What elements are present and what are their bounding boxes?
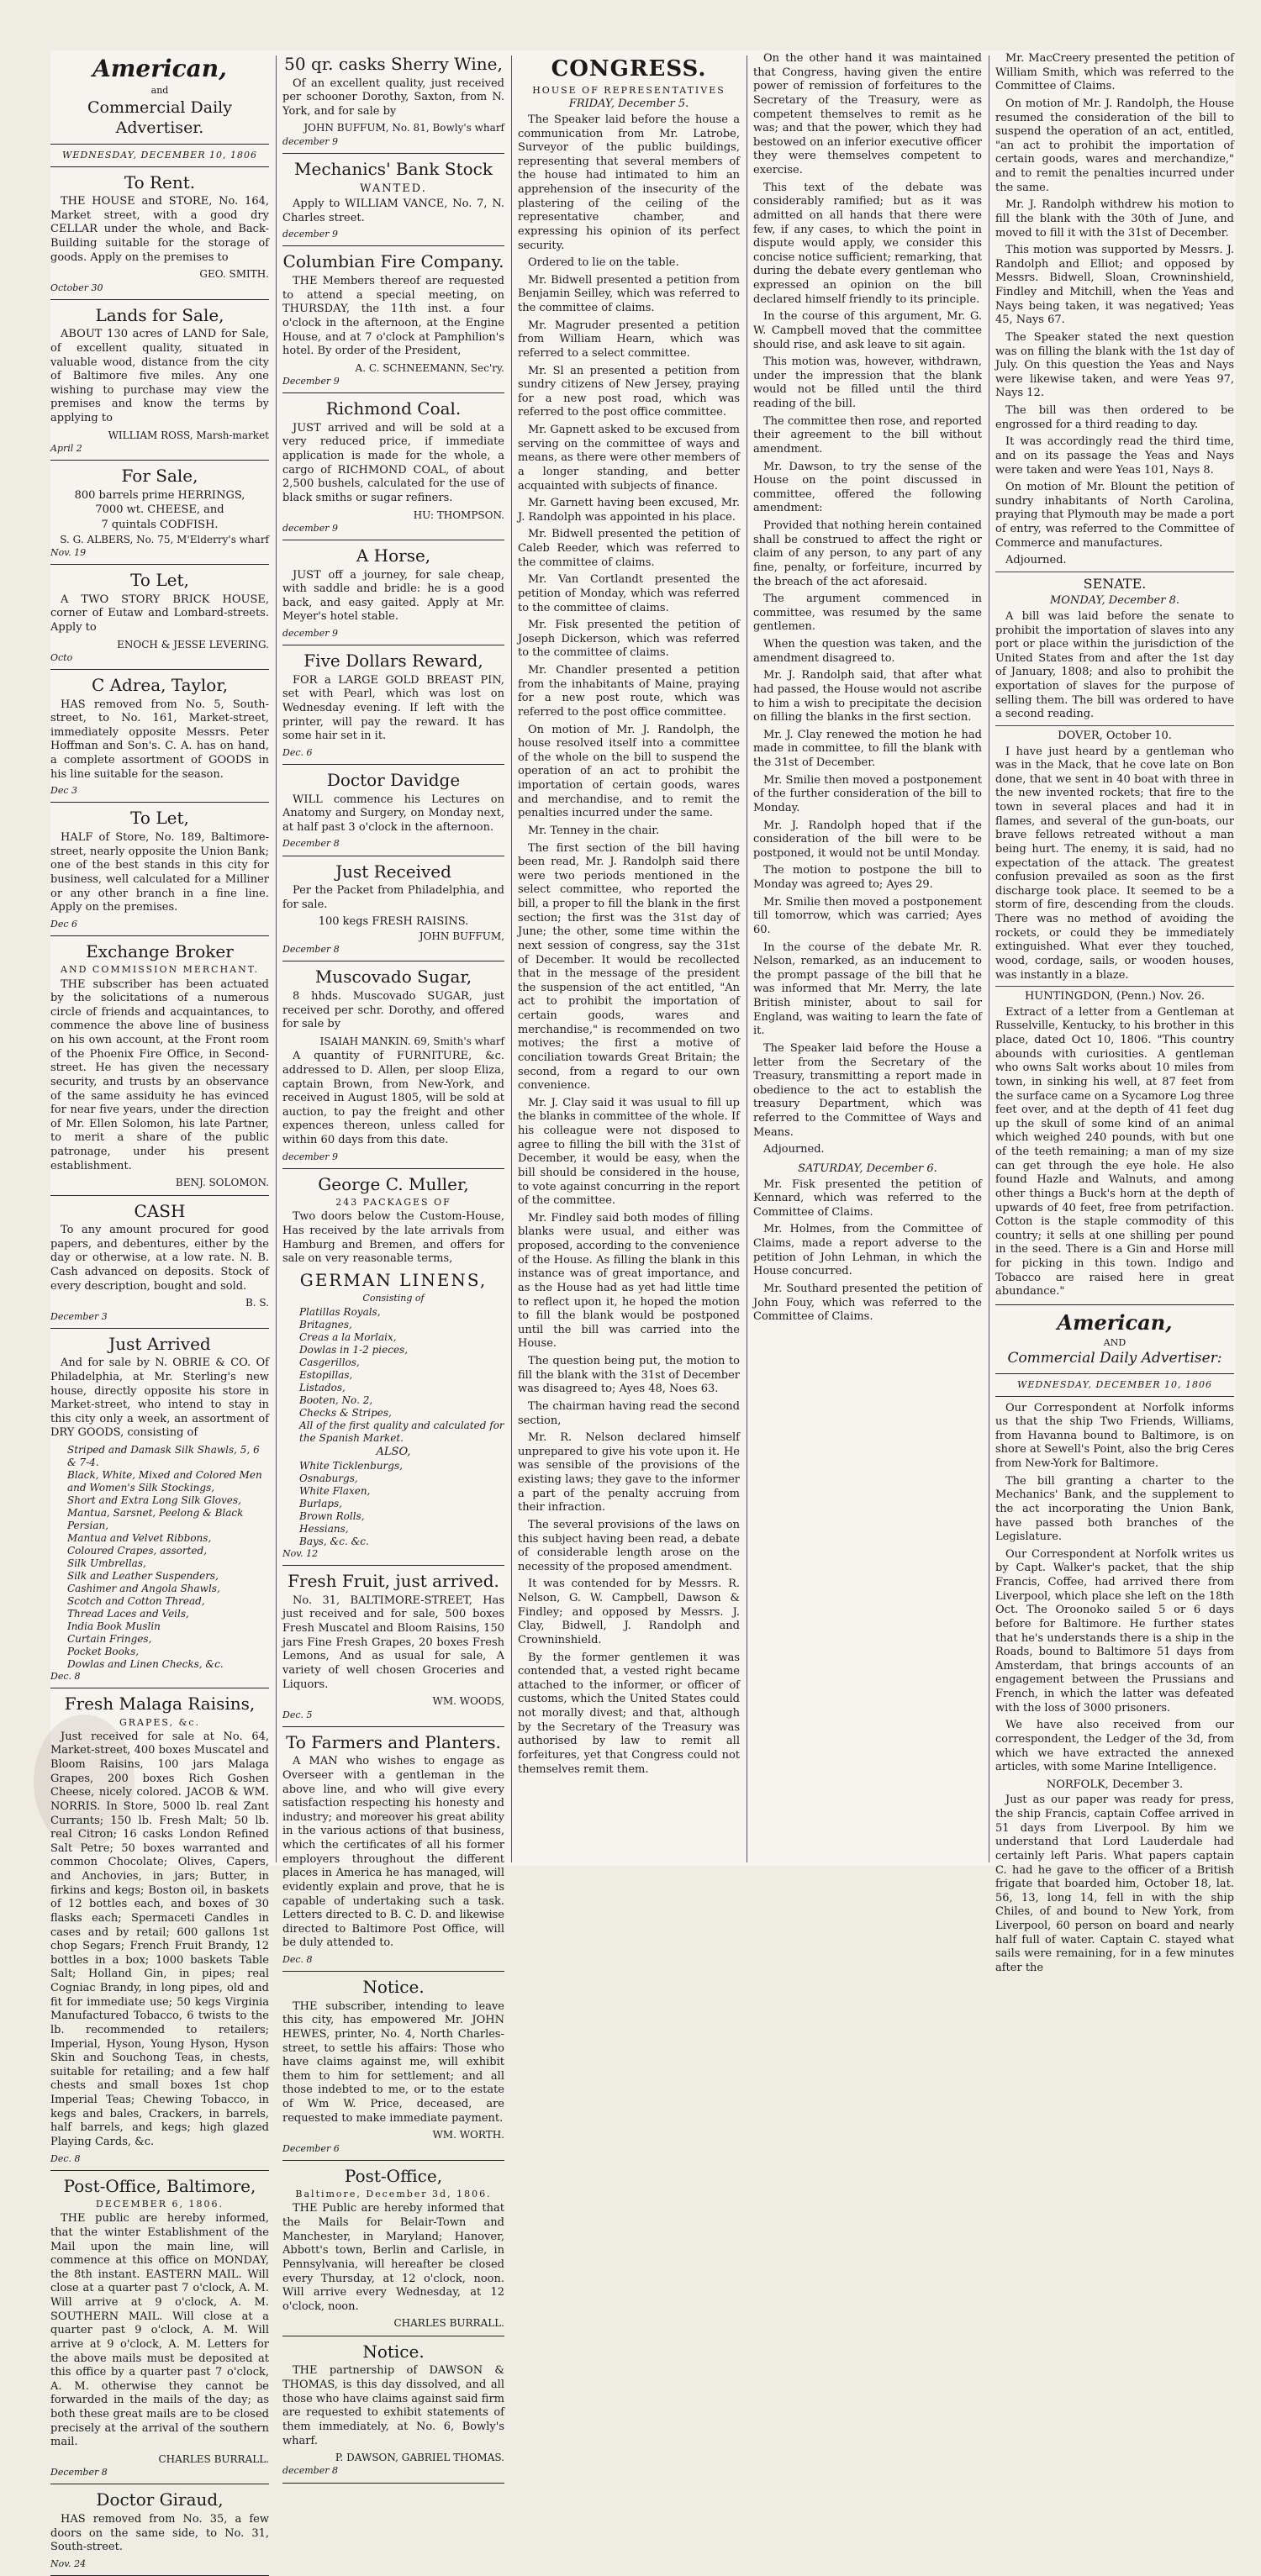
advertisement (282, 770, 504, 856)
ad-date: december 8 (282, 2465, 338, 2477)
ad-body: Apply to WILLIAM VANCE, No. 7, N. Charles street. (282, 198, 504, 224)
paragraph: Our Correspondent at Norfolk informs us that the ship Two Friends, Williams, from Havanna bound to Baltimore, is on shore at Sewell's Point, also the brig Ceres from New-York for Baltimore. (995, 1401, 1234, 1471)
paragraph: By the former gentlemen it was contended that, a vested right became attached to the informer, or officer of customs, which the United States could not morally divest; and that, although by the Secretary of the Treasury was authorised by law to remit all forfeitures, yet that Congress could not themselves remit them. (518, 1651, 740, 1776)
advertisement (50, 2176, 269, 2485)
paragraph: Adjourned. (1005, 554, 1067, 567)
ad-list-item: Mantua and Velvet Ribbons, (67, 1532, 212, 1545)
paragraph: In the course of the debate Mr. R. Nelson, remarked, as an inducement to the prompt passage of the bill that he was informed that Mr. Merry, the late British minister, about to sail for England, was waiting to learn the fate of it. (753, 940, 982, 1038)
ad-list-item: Striped and Damask Silk Shawls, 5, 6 & 7-4. (67, 1444, 260, 1469)
paragraph: We have also received from our correspondent, the Ledger of the 3d, from which we have extracted the annexed articles, with some Marine Intelligence. (995, 1719, 1234, 1774)
advertisement (50, 675, 269, 803)
masthead (50, 54, 269, 167)
divider (282, 392, 504, 393)
ad-signer: ISAIAH MANKIN. 69, Smith's wharf (319, 1035, 504, 1047)
column-4 (753, 50, 982, 1866)
ad-heading: Notice. (362, 1977, 425, 1998)
ad-heading: To Farmers and Planters. (286, 1731, 501, 1752)
saturday-dateline: SATURDAY, December 6. (798, 1162, 937, 1175)
paragraph: Provided that nothing herein contained shall be construed to affect the right or claim of any person, to any part of any fine, penalty, or forfeiture, incurred by the breach of the act aforesaid. (753, 519, 982, 588)
paragraph: Our Correspondent at Norfolk writes us by Capt. Walker's packet, that the ship Francis, Coffee, had arrived there from Liverpool, which place she left on the 18th Oct. The Oroonoko sailed 5 or 6 days before for Baltimore. He further states that he's understands there is a ship in the Roads, bound to Baltimore 51 days from Amsterdam, that brings accounts of an engagement between the Prussians and French, in which the latter was defeated with the loss of 3000 prisoners. (995, 1547, 1234, 1715)
paragraph: This motion was, however, withdrawn, under the impression that the blank would not be filled until the third reading of the bill. (753, 356, 982, 410)
paragraph: Mr. Tenney in the chair. (528, 824, 660, 837)
paragraph: On the other hand it was maintained that Congress, having given the entire power of remission of forfeitures to the Secretary of the Treasury, were as competent themselves to remit as he was; and that the power, which they had bestowed on an inferior executive officer they were themselves competent to exercise. (753, 52, 982, 176)
ad-subheading: Baltimore, December 3d, 1806. (295, 2189, 492, 2200)
paragraph: Mr. Smilie then moved a postponement of the further consideration of the bill to Monday. (753, 773, 982, 814)
ad-body: A TWO STORY BRICK HOUSE, corner of Eutaw and Lombard-streets. Apply to (50, 593, 269, 634)
advertisement (282, 651, 504, 765)
advertisement (282, 159, 504, 247)
paragraph: This text of the debate was considerably ramified; but as it was admitted on all hands that there were few, if any cases, to which the point in dispute would apply, we consider this concise notice sufficient; remarking, that during the debate every gentleman who expressed an opinion on the bill declared himself friendly to its principle. (753, 181, 982, 306)
ad-list-item: Thread Laces and Veils, (67, 1608, 189, 1620)
advertisement (282, 2342, 504, 2484)
senate-heading: SENATE. (1083, 575, 1147, 592)
advertisement (282, 967, 504, 1168)
ad-body: THE Public are hereby informed that the Mails for Belair-Town and Manchester, in Maryland; Hanover, Abbott's town, Berlin and Carlisle, in Pennsylvania, will hereafter be closed every Thursday, at 12 o'clock, noon. Will arrive every Wednesday, at 12 o'clock, noon. (282, 2202, 504, 2313)
column-5 (995, 50, 1234, 1974)
masthead-subtitle: Commercial Daily Advertiser: (1007, 1349, 1222, 1367)
ad-heading: For Sale, (121, 466, 198, 487)
ad-signer: S. G. ALBERS, No. 75, M'Elderry's wharf (60, 533, 269, 545)
paragraph: Mr. Holmes, from the Committee of Claims, made a report adverse to the petition of John Lehman, in which the House concurred. (753, 1223, 982, 1278)
paragraph: Mr. Southard presented the petition of John Fouy, which was referred to the Committee of Claims. (753, 1282, 982, 1324)
advertisement (50, 172, 269, 300)
paragraph: This motion was supported by Messrs. J. Randolph and Elliot; and opposed by Messrs. Bidwell, Sloan, Crowninshield, Findley and Mitchill, when the Yeas and Nays being taken, it was negatived; Yeas 45, Nays 67. (995, 244, 1234, 327)
masthead-and: and (150, 84, 169, 96)
ad-list-item: Cashimer and Angola Shawls, (67, 1583, 220, 1595)
norfolk-dateline: NORFOLK, December 3. (1046, 1778, 1184, 1791)
ad-list-item: Estopillas, (299, 1368, 353, 1381)
ad-body: And for sale by N. OBRIE & CO. Of Philadelphia, at Mr. Sterling's new house, directly opposite his store in Market-street, who intend to stay in this city only a week, an assortment of DRY GOODS, consisting of (50, 1356, 269, 1440)
ad-date: Nov. 24 (50, 2558, 87, 2569)
ad-body: To any amount procured for good papers, and debentures, either by the day or otherwise, at a low rate. N. B. Cash advanced on deposits. Stock of every description, bought and sold. (50, 1224, 269, 1293)
ad-body: HAS removed from No. 35, a few doors on the same side, to No. 31, South-street. (50, 2513, 269, 2554)
masthead-and: AND (1103, 1336, 1126, 1348)
ad-date: December 3 (50, 1310, 108, 1322)
ad-signer: A. C. SCHNEEMANN, Sec'ry. (355, 361, 504, 374)
ad-heading: Exchange Broker (86, 940, 234, 961)
paragraph: Mr. Magruder presented a petition from William Hearn, which was referred to a select committee. (518, 319, 740, 360)
divider (50, 460, 269, 461)
ad-heading: George C. Muller, (318, 1173, 469, 1194)
advertisement (50, 466, 269, 565)
ad-line: 7 quintals CODFISH. (101, 519, 219, 532)
ad-date: Nov. 12 (282, 1548, 319, 1560)
ad-list-item: Dowlas and Linen Checks, &c. (67, 1658, 224, 1671)
ad-line: 800 barrels prime HERRINGS, (74, 488, 245, 502)
divider (50, 299, 269, 300)
ad-heading: 50 qr. casks Sherry Wine, (284, 54, 503, 74)
paragraph: Mr. Fisk presented the petition of Joseph Dickerson, which was referred to the committee of claims. (518, 619, 740, 660)
ad-heading: Post-Office, Baltimore, (63, 2175, 256, 2196)
newspaper-page (50, 50, 1236, 2569)
ad-heading: Doctor Giraud, (96, 2489, 224, 2510)
ad-date: december 9 (282, 522, 338, 534)
paragraph: On motion of Mr. J. Randolph, the house resolved itself into a committee of the whole on the bill to suspend the operation of an act to prohibit the importation of certain goods, wares and merchandise, and to remit the penalties incurred under the same. (518, 723, 740, 820)
masthead-subtitle: Commercial Daily Advertiser. (87, 97, 232, 138)
advertisement (50, 305, 269, 461)
ad-heading: Mechanics' Bank Stock (294, 158, 493, 179)
ad-heading: Doctor Davidge (326, 769, 461, 790)
ad-caps: WANTED. (360, 182, 427, 195)
ad-body: THE HOUSE and STORE, No. 164, Market street, with a good dry CELLAR under the whole, and Back-Building suitable for the storage of goods. Apply on the premises to (50, 195, 269, 264)
advertisement (282, 861, 504, 962)
divider (50, 564, 269, 565)
ad-list-item: Osnaburgs, (299, 1472, 358, 1485)
ad-signer: JOHN BUFFUM, (419, 930, 504, 942)
advertisement (282, 545, 504, 645)
paragraph: The bill was then ordered to be engrossed for a third reading to day. (995, 404, 1234, 431)
advertisement (50, 808, 269, 935)
paragraph: Mr. Chandler presented a petition from the inhabitants of Maine, praying for a new post route, which was referred to the post office committee. (518, 664, 740, 719)
news-items (995, 1402, 1234, 1775)
ad-list-item: Checks & Stripes, (299, 1406, 392, 1419)
ad-list-item: Platillas Royals, (299, 1305, 381, 1318)
ad-line: 7000 wt. CHEESE, and (95, 503, 224, 517)
column-2 (282, 50, 504, 2477)
column-rule (276, 55, 277, 1862)
advertisement (282, 1977, 504, 2161)
paragraph: Mr. Bidwell presented a petition from Benjamin Seilley, which was referred to the committee of claims. (518, 273, 740, 315)
ad-signer: CHARLES BURRALL. (393, 2317, 504, 2330)
paragraph: Ordered to lie on the table. (528, 256, 679, 270)
ad-body: THE public are hereby informed, that the winter Establishment of the Mail upon the main line, will commence at this office on MONDAY, the 8th instant. EASTERN MAIL. Will close at a quarter past 7 o'clock, A. M. Will arrive at 9 o'clock, A. M. SOUTHERN MAIL. Will close at a quarter past 9 o'clock, A. M. Will arrive at 9 o'clock, A. M. Letters for the above mails must be deposited at this office by a quarter past 7 o'clock, A. M. otherwise they cannot be forwarded in the mails of the day; as both these great mails are to be closed precisely at the arrival of the southern mail. (50, 2212, 269, 2449)
ad-subheading: DECEMBER 6, 1806. (96, 2199, 224, 2210)
ad-subheading: AND COMMISSION MERCHANT. (61, 964, 259, 976)
ad-heading: Richmond Coal. (325, 398, 462, 419)
ad-list (50, 1444, 269, 1671)
ad-body: Two doors below the Custom-House, Has received by the late arrivals from Hamburg and Bremen, and offers for sale on very reasonable terms, (282, 1210, 504, 1266)
paragraph: Mr. Sl an presented a petition from sundry citizens of New Jersey, praying for a new post road, which was referred to the post office committee. (518, 364, 740, 419)
advertisement (282, 251, 504, 393)
ad-list-item: Hessians, (299, 1523, 349, 1536)
paragraph: Mr. J. Randolph said, that after what had passed, the House would not ascribe to him a wish to precipitate the decision on filling the blanks in the first section. (753, 669, 982, 724)
divider (282, 1168, 504, 1169)
masthead-date: WEDNESDAY, DECEMBER 10, 1806 (1017, 1378, 1212, 1390)
ad-list-item: India Book Muslin (67, 1620, 161, 1633)
paragraph: Mr. Fisk presented the petition of Kennard, which was referred to the Committee of Claims. (753, 1177, 982, 1219)
advertisement (282, 1732, 504, 1972)
divider (50, 669, 269, 670)
senate-dateline: MONDAY, December 8. (1050, 594, 1179, 608)
ad-date: October 30 (50, 282, 103, 293)
ad-heading: Post-Office, (344, 2165, 443, 2186)
ad-body: THE Members thereof are requested to attend a special meeting, on THURSDAY, the 11th inst. a four o'clock in the afternoon, at the Engine House, and at 7 o'clock at Pamphilion's hotel. By order of the President, (282, 275, 504, 358)
ad-heading: Five Dollars Reward, (303, 651, 483, 672)
ad-subheading: GRAPES, &c. (119, 1716, 201, 1728)
ad-list-item: Curtain Fringes, (67, 1633, 152, 1646)
paragraph: On motion of Mr. Blount the petition of sundry inhabitants of North Carolina, praying that Plymouth may be made a port of entry, was referred to the Committee of Commerce and manufactures. (995, 481, 1234, 550)
advertisement (50, 2489, 269, 2576)
paragraph: The several provisions of the laws on this subject having been read, a debate of considerable length arose on the necessity of the proposed amendment. (518, 1518, 740, 1573)
ad-date: December 8 (50, 2467, 108, 2479)
paragraph: The motion to postpone the bill to Monday was agreed to; Ayes 29. (753, 864, 982, 891)
paragraph: The Speaker laid before the House a letter from the Secretary of the Treasury, transmitting a report made in obedience to the act to establish the treasury Department, which was referred to the Committee of Ways and Means. (753, 1041, 982, 1139)
advertisement (50, 1694, 269, 2171)
ad-list-item: Britagnes, (299, 1318, 352, 1330)
dover-dateline: DOVER, October 10. (1058, 729, 1172, 742)
ad-date: Dec. 8 (50, 2152, 81, 2164)
paragraph: Mr. R. Nelson declared himself unprepared to give his vote upon it. He was sensible of the provisions of the existing laws; they gave to the informer a part of the penalty accruing from their infraction. (518, 1431, 740, 1515)
paragraph: Mr. J. Randolph withdrew his motion to fill the blank with the 30th of June, and moved to fill it with the 31st of December. (995, 198, 1234, 240)
ad-body: No. 31, BALTIMORE-STREET, Has just received and for sale, 500 boxes Fresh Muscatel and Bloom Raisins, 150 jars Fine Fresh Grapes, 20 boxes Fresh Lemons, And as usual for sale, A variety of well chosen Groceries and Liquors. (282, 1594, 504, 1691)
ad-heading: To Let, (130, 808, 189, 829)
paragraph: On motion of Mr. J. Randolph, the House resumed the consideration of the bill to suspend the operation of an act, entitled, "an act to prohibit the importation of certain goods, wares and merchandize," and to remit the penalties incurred under the same. (995, 97, 1234, 194)
divider (282, 2483, 504, 2484)
divider (50, 802, 269, 803)
paragraph: It was contended for by Messrs. R. Nelson, G. W. Campbell, Dawson & Findley; and opposed by Messrs. J. Clay, Bidwell, J. Randolph and Crowninshield. (518, 1578, 740, 1646)
divider (50, 2170, 269, 2171)
advertisements (282, 54, 504, 2484)
advertisements (50, 172, 269, 2576)
ad-subheading: 243 PACKAGES OF (335, 1197, 451, 1209)
ad-consisting: Consisting of (362, 1293, 425, 1304)
ad-body: HAS removed from No. 5, South-street, to No. 161, Market-street, immediately opposite Messrs. Peter Hoffman and Son's. C. A. has on hand, a complete assortment of GOODS in his line suitable for the season. (50, 698, 269, 781)
ad-heading: Just Arrived (108, 1333, 211, 1354)
ad-list-item: Burlaps, (299, 1498, 342, 1510)
paragraph: Mr. Findley said both modes of filling blanks were usual, and either was proposed, according to the convenience of the House. As filling the blank in this instance was of great importance, and as the House had as yet had little time to reflect upon it, he hoped the motion to fill the blank would be postponed until the bill was carried into the House. (518, 1211, 740, 1351)
ad-date: April 2 (50, 443, 82, 455)
dateline: FRIDAY, December 5. (568, 97, 689, 111)
article-body (995, 52, 1234, 568)
ad-heading: Fresh Malaga Raisins, (64, 1694, 256, 1715)
ad-date: Dec. 8 (282, 1954, 313, 1966)
paragraph: Mr. J. Randolph hoped that if the consideration of the bill were to be postponed, it would not be until Monday. (753, 819, 982, 860)
ad-heading: Notice. (362, 2341, 425, 2362)
ad-list-item: Pocket Books, (67, 1646, 140, 1658)
ad-date: December 9 (282, 376, 340, 387)
ad-list (282, 1306, 504, 1445)
secondary-masthead (995, 1310, 1234, 1397)
paragraph: The Speaker laid before the house a communication from Mr. Latrobe, Surveyor of the public buildings, representing that several members of the house had intimated to him an apprehension of the insecurity of the plastering of the ceiling of the representative chamber, and expressing his opinion of its perfect security. (518, 113, 740, 252)
advertisement (50, 1201, 269, 1329)
ad-signer: WM. WORTH. (432, 2129, 504, 2141)
ad-list-item: Mantua, Sarsnet, Peelong & Black Persian, (67, 1507, 244, 1532)
ad-list-item: Dowlas in 1-2 pieces, (299, 1343, 409, 1356)
article-body (753, 1178, 982, 1325)
ad-date: december 9 (282, 628, 338, 640)
ad-signer: P. DAWSON, GABRIEL THOMAS. (335, 2452, 504, 2464)
ad-date: December 8 (282, 944, 340, 956)
paragraph: Mr. J. Clay renewed the motion he had made in committee, to fill the blank with the 31st of December. (753, 728, 982, 769)
ad-body: A quantity of FURNITURE, &c. addressed to D. Allen, per sloop Eliza, captain Brown, from New-York, and received in August 1805, will be sold at auction, to pay the freight and other expences thereon, unless called for within 60 days from this date. (282, 1050, 504, 1147)
ad-signer: ENOCH & JESSE LEVERING. (117, 638, 269, 651)
divider (282, 153, 504, 154)
ad-date: Dec. 5 (282, 1709, 313, 1720)
paragraph: The question being put, the motion to fill the blank with the 31st of December was disagreed to; Ayes 48, Noes 63. (518, 1355, 740, 1396)
ad-body: Just received for sale at No. 64, Market-street, 400 boxes Muscatel and Bloom Raisins, 100 jars Malaga Grapes, 200 boxes Rich Goshen Cheese, nicely colored. JACOB & WM. NORRIS. In Store, 5000 lb. real Zant Currants; 150 lb. Fresh Malt; 50 lb. real Citron; 16 casks London Refined Salt Petre; 50 boxes warranted and common Chocolate; Olives, Capers, and Anchovies, in jars; Butter, in firkins and kegs; Boston oil, in baskets of 12 bottles each, and boxes of 30 flasks each; Spermaceti Candles in cases and by retail; 600 gallons 1st chop Segars; French Fruit Brandy, 12 bottles in a box; 1000 baskets Table Salt; Holland Gin, in pipes; real Cogniac Brandy, in long pipes, old and fit for immediate use; 50 kegs Virginia Manufactured Tobacco, 6 twists to the lb. recommended to retailers; Imperial, Hyson, Young Hyson, Hyson Skin and Souchong Teas, in chests, suitable for retailing; and a few half chests and small boxes 1st chop Imperial Teas; Chewing Tobacco, in kegs and bales, Crackers, in barrels, half barrels, and kegs; high glazed Playing Cards, &c. (50, 1730, 269, 2148)
ad-list-item: Short and Extra Long Silk Gloves, (67, 1494, 241, 1507)
ad-heading: Columbian Fire Company. (282, 251, 504, 272)
advertisement (282, 398, 504, 540)
ad-body: THE partnership of DAWSON & THOMAS, is this day dissolved, and all those who have claims against said firm are requested to exhibit statements of them immediately, at No. 6, Bowly's wharf. (282, 2364, 504, 2447)
huntingdon-paragraph: Extract of a letter from a Gentleman at Russelville, Kentucky, to his brother in this place, dated Oct 10, 1806. "This country abounds with curiosities. A gentleman who owns Salt works about 10 miles from town, in sinking his well, at 87 feet from the surface came on a Sycamore Log three feet over, and at the depth of 41 feet dug up the skull of some kind of an animal which weighed 240 pounds, with but one of the teeth remaining; a man of my size can get through the eye hole. He also found Hazle and Walnuts, and among other things a Buck's horn at the depth of upwards of 40 feet, free from petrifaction. Cotton is the staple commodity of this country; it sells at one shilling per pound in the seed. There is a Gin and Horse mill for picking in this town. Indigo and Tobacco are raised here in great abundance." (995, 1005, 1234, 1299)
norfolk-paragraph: Just as our paper was ready for press, the ship Francis, captain Coffee arrived in 51 days from Liverpool. By him we understand that Lord Lauderdale had certainly left Paris. What papers captain C. had he gave to the officer of a British frigate that boarded him, October 18, lat. 56, 13, long 14, fell in with the ship Chiles, of and bound to New York, from Liverpool, 60 person on board and nearly half full of water. Captain C. stayed what sails were remaining, for in a few minutes after the (995, 1794, 1234, 1974)
ad-signer: B. S. (245, 1297, 269, 1309)
ad-date: Dec 6 (50, 918, 77, 930)
divider (282, 2160, 504, 2161)
paragraph: The committee then rose, and reported their agreement to the bill without amendment. (753, 414, 982, 456)
ad-body: JUST arrived and will be sold at a very reduced price, if immediate application is made for the whole, a cargo of RICHMOND COAL, of about 2,500 bushels, calculated for the use of black smiths or sugar refiners. (282, 421, 504, 504)
ad-body: THE subscriber, intending to leave this city, has empowered Mr. JOHN HEWES, printer, No. 4, North Charles-street, to settle his affairs: Those who have claims against me, will exhibit them to him for settlement; and all those indebted to me, or to the estate of Wm W. Price, deceased, are requested to make immediate payment. (282, 1999, 504, 2125)
masthead-title: American, (1057, 1309, 1173, 1335)
advertisement (50, 1334, 269, 1688)
divider (282, 1971, 504, 1972)
house-heading: HOUSE OF REPRESENTATIVES (532, 85, 725, 97)
ad-date: december 9 (282, 229, 338, 240)
ad-body: Of an excellent quality, just received per schooner Dorothy, Saxton, from N. York, and for sale by (282, 76, 504, 118)
ad-date: December 8 (282, 838, 340, 850)
ad-list-item: Silk and Leather Suspenders, (67, 1570, 219, 1583)
ad-heading: C Adrea, Taylor, (91, 674, 229, 695)
ad-list-item: Listados, (299, 1381, 346, 1393)
advertisement (282, 1571, 504, 1726)
paragraph: Mr. Dawson, to try the sense of the House on the point discussed in committee, offered the following amendment: (753, 460, 982, 515)
ad-date: december 9 (282, 1151, 338, 1162)
ad-list-item: White Flaxen, (299, 1485, 371, 1498)
ad-body: WILL commence his Lectures on Anatomy and Surgery, on Monday next, at half past 3 o'clock in the afternoon. (282, 793, 504, 834)
ad-heading: A Horse, (356, 545, 431, 566)
ad-signer: GEO. SMITH. (199, 268, 269, 281)
ad-body: JUST off a journey, for sale cheap, with saddle and bridle: he is a good back, and easy gaited. Apply at Mr. Meyer's hotel stable. (282, 568, 504, 624)
column-rule (511, 55, 512, 1862)
advertisement (282, 2166, 504, 2336)
paragraph: When the question was taken, and the amendment disagreed to. (753, 638, 982, 665)
ad-list-item: Booten, No. 2, (299, 1393, 373, 1406)
column-3 (518, 50, 740, 1866)
huntingdon-dateline: HUNTINGDON, (Penn.) Nov. 26. (1024, 990, 1206, 1004)
ad-list-item: Bays, &c. &c. (299, 1536, 369, 1548)
ad-heading: Lands for Sale, (95, 304, 224, 325)
paragraph: The Speaker stated the next question was on filling the blank with the 1st day of July. On this question the Yeas and Nays were likewise taken, and were Yeas 97, Nays 12. (995, 330, 1234, 400)
divider (50, 1195, 269, 1196)
ad-date: Dec. 8 (50, 1671, 81, 1683)
ad-signer: JOHN BUFFUM, No. 81, Bowly's wharf (303, 122, 504, 134)
paragraph: The chairman having read the second section, (518, 1399, 740, 1427)
senate-paragraph: A bill was laid before the senate to prohibit the importation of slaves into any port or place within the jurisdiction of the United States from and after the 1st day of January, 1808; and also to prohibit the exportation of slaves for the purpose of selling them. The bill was ordered to have a second reading. (995, 609, 1234, 721)
ad-body: THE subscriber has been actuated by the solicitations of a numerous circle of friends and acquaintances, to commence the above line of business on his own account, at the Front room of the Phoenix Fire Office, in Second-street. He has given the necessary security, and trusts by an observance of the same assiduity he has evinced for near five years, under the direction of Mr. Ellen Solomon, his late Partner, to merit a share of the public patronage, under his present establishment. (50, 977, 269, 1172)
ad-list-item: All of the first quality and calculated for the Spanish Market. (299, 1419, 504, 1444)
ad-list-item: Brown Rolls, (299, 1510, 365, 1523)
ad-body: Per the Packet from Philadelphia, and for sale. (282, 884, 504, 911)
ad-body: FOR a LARGE GOLD BREAST PIN, set with Pearl, which was lost on Wednesday evening. If left with the printer, will pay the reward. It has some hair set in it. (282, 673, 504, 743)
ad-body: A MAN who wishes to engage as Overseer with a gentleman in the above line, and who will give every satisfaction respecting his honesty and industry; and moreover his great ability in the various actions of that business, which the certificates of all his former employers throughout the different places in America he has managed, will evidently explain and prove, that he is capable of undertaking such a task. Letters directed to B. C. D. and likewise directed to Baltimore Post Office, will be duly attended to. (282, 1755, 504, 1950)
ad-date: Dec 3 (50, 785, 77, 797)
ad-heading: Just Received (335, 861, 451, 882)
paragraph: The argument commenced in committee, was resumed by the same gentlemen. (753, 593, 982, 634)
paragraph: The first section of the bill having been read, Mr. J. Randolph said there were two periods mentioned in the select committee, who reported the bill, a proper to fill the blank in the first section; the first was the 31st day of June; the other, some time within the next session of congress, say the 31st of December. It would be recollected that in the message of the president the suspension of the act entitled, "An act to prohibit the importation of certain goods, wares and merchandise," is recommended on two motives; the first a motive of conciliation towards Great Britain; the second, from a regard to our own convenience. (518, 841, 740, 1093)
advertisement (50, 570, 269, 670)
ad-line: 100 kegs FRESH RAISINS. (318, 915, 469, 929)
divider (282, 245, 504, 246)
divider (282, 764, 504, 765)
advertisement (282, 54, 504, 154)
advertisement (282, 1174, 504, 1567)
paragraph: Mr. Gapnett asked to be excused from serving on the committee of ways and means, as there were other members of a longer standing, and better acquainted with subjects of finance. (518, 424, 740, 493)
divider (50, 935, 269, 936)
divider (282, 1726, 504, 1727)
ad-date: december 9 (282, 135, 338, 147)
ad-body: ABOUT 130 acres of LAND for Sale, of excellent quality, situated in valuable wood, distance from the city of Baltimore five miles. Any one wishing to purchase may view the premises and know the terms by applying to (50, 328, 269, 425)
ad-heading: To Let, (130, 570, 189, 591)
ad-heading: To Rent. (124, 171, 196, 192)
ad-date: Nov. 19 (50, 547, 87, 558)
paragraph: Mr. Garnett having been excused, Mr. J. Randolph was appointed in his place. (518, 497, 740, 524)
paragraph: Mr. Bidwell presented the petition of Caleb Reeder, which was referred to the committee of claims. (518, 528, 740, 569)
ad-list-item: Casgerillos, (299, 1356, 360, 1368)
paragraph: Mr. J. Clay said it was usual to fill up the blanks in committee of the whole. If his colleague were not disposed to agree to filling the bill with the 31st of December, it would be easy, when the bill should be considered in the house, to vote against concurring in the report of the committee. (518, 1096, 740, 1208)
ad-date: Octo (50, 651, 73, 663)
ad-list (282, 1460, 504, 1548)
paragraph: Mr. Van Cortlandt presented the petition of Monday, which was referred to the committee of claims. (518, 573, 740, 614)
divider (50, 1328, 269, 1329)
ad-also: ALSO, (376, 1445, 411, 1458)
ad-signer: CHARLES BURRALL. (158, 2452, 269, 2465)
ad-list-item: Coloured Crapes, assorted, (67, 1545, 208, 1557)
ad-heading: Muscovado Sugar, (314, 967, 472, 988)
article-body (518, 113, 740, 1777)
ad-list-item: Black, White, Mixed and Colored Men and Women's Silk Stockings, (67, 1469, 262, 1494)
paragraph: The bill granting a charter to the Mechanics' Bank, and the supplement to the act incorporating the Union Bank, have passed both branches of the Legislature. (995, 1474, 1234, 1544)
advertisement (50, 941, 269, 1196)
masthead-date: WEDNESDAY, DECEMBER 10, 1806 (62, 149, 257, 161)
ad-body: 8 hhds. Muscovado SUGAR, just received per schr. Dorothy, and offered for sale by (282, 990, 504, 1031)
ad-list-item: Scotch and Cotton Thread, (67, 1595, 205, 1608)
paragraph: In the course of this argument, Mr. G. W. Campbell moved that the committee should rise, and ask leave to sit again. (753, 310, 982, 351)
ad-signer: HU: THOMPSON. (413, 508, 504, 521)
ad-signer: BENJ. SOLOMON. (175, 1177, 269, 1189)
article-body (753, 52, 982, 1157)
congress-heading: CONGRESS. (551, 56, 707, 82)
ad-date: Dec. 6 (282, 746, 313, 758)
ad-signer: WILLIAM ROSS, Marsh-market (108, 429, 269, 441)
ad-list-item: Creas a la Morlaix, (299, 1330, 397, 1343)
ad-date: December 6 (282, 2142, 340, 2154)
dover-paragraph: I have just heard by a gentleman who was in the Mack, that he cove late on Bon done, that we sent in 40 boat with three in the new invented rockets; that fire to the town in several places and had it in flames, and several of the gun-boats, our brave fellows retreated without a man being hurt. The enemy, it is said, had no expectation of the attack. The greatest confusion prevailed as soon as the first discharge took place. It seemed to be a storm of fire, descending from the clouds. There was no method of avoiding the rockets, or could they be immediately extinguished. What ever they touched, wood, cordage, sails, or wooden houses, was instantly in a blaze. (995, 745, 1234, 982)
ad-body: HALF of Store, No. 189, Baltimore-street, nearly opposite the Union Bank; one of the best stands in this city for business, well calculated for a Milliner or any other branch in a fine line. Apply on the premises. (50, 831, 269, 914)
ad-signer: WM. WOODS, (432, 1695, 504, 1708)
column-1 (50, 50, 269, 2569)
ad-list-item: Silk Umbrellas, (67, 1557, 146, 1570)
paragraph: It was accordingly read the third time, and on its passage the Yeas and Nays were taken and were Yeas 101, Nays 8. (995, 435, 1234, 477)
divider (282, 1565, 504, 1566)
ad-heading: Fresh Fruit, just arrived. (288, 1571, 499, 1592)
paragraph: Adjourned. (763, 1143, 825, 1156)
paragraph: Mr. Smilie then moved a postponement till tomorrow, which was carried; Ayes 60. (753, 895, 982, 936)
ad-heading: CASH (134, 1200, 186, 1221)
paragraph: Mr. MacCreery presented the petition of William Smith, which was referred to the Committee of Claims. (995, 52, 1234, 93)
ad-big-heading: GERMAN LINENS, (299, 1269, 488, 1290)
masthead-title: American, (92, 55, 227, 82)
ad-list-item: White Ticklenburgs, (299, 1460, 403, 1472)
